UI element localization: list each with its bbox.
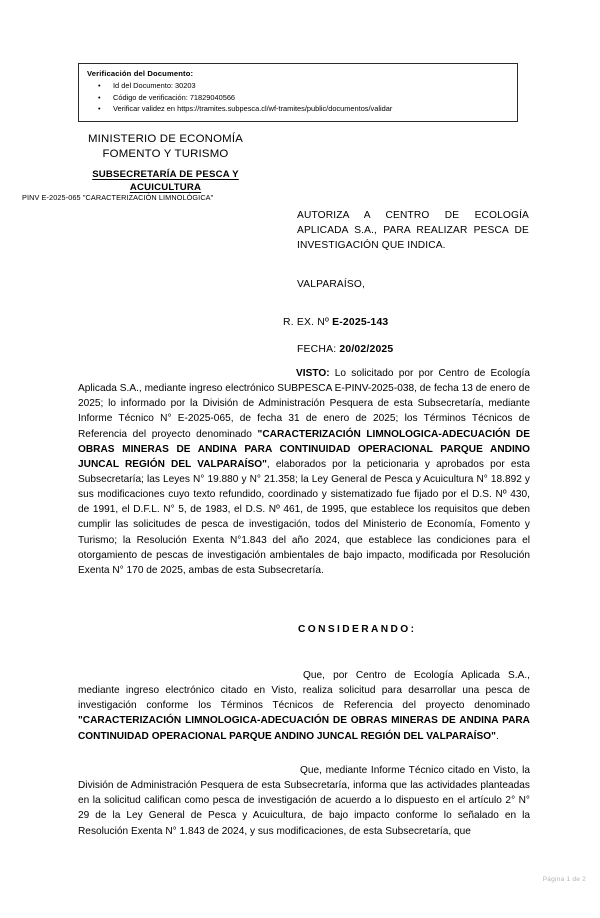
subsecretaria-heading bbox=[48, 169, 283, 195]
bullet-icon: • bbox=[98, 104, 101, 114]
letterhead bbox=[48, 132, 283, 195]
list-item bbox=[87, 103, 511, 114]
page-number-footer: Página 1 de 2 bbox=[542, 876, 586, 883]
resolution-number-label: R. EX. Nº bbox=[283, 317, 333, 328]
resolution-number bbox=[283, 317, 388, 328]
resolution-subject-title: AUTORIZA A CENTRO DE ECOLOGÍA APLICADA S.A., PARA REALIZAR PESCA DE INVESTIGACIÓN QUE INDICA. bbox=[297, 210, 529, 251]
list-item bbox=[87, 80, 511, 91]
considerando-section-2 bbox=[78, 763, 530, 839]
subsecretaria-line-1: SUBSECRETARÍA DE PESCA Y bbox=[92, 169, 239, 181]
considerando-paragraph-1 bbox=[78, 668, 530, 744]
verification-list bbox=[87, 80, 511, 114]
list-item bbox=[87, 92, 511, 103]
considerando-paragraph-2 bbox=[78, 763, 530, 839]
verification-url: Verificar validez en https://tramites.subpesca.cl/wf-tramites/public/documentos/validar bbox=[113, 104, 393, 114]
considerando-1-text-1: Que, por Centro de Ecología Aplicada S.A., mediante ingreso electrónico citado en Visto, realiza solicitud para desarrollar una pesca de investigación conforme los Términos Técnicos de Referencia del proyecto denominado bbox=[78, 670, 530, 712]
bullet-icon: • bbox=[98, 81, 101, 91]
ministry-line-2: FOMENTO Y TURISMO bbox=[102, 148, 229, 161]
visto-text-2: , elaborados por la peticionaria y aprobados por esta Subsecretaría; las Leyes N° 19.880 y N° 21.358; la Ley General de Pesca y Acuicultura N° 18.892 y sus modificaciones cuyo texto refundido, coordinado y sistematizado fue fijado por el D.S. Nº 430, de 1991, el D.F.L. N° 5, de 1983, el D.S. Nº 461, de 1995, que establece los requisitos que deben cumplir las solicitudes de pesca de investigación, todos del Ministerio de Economía, Fomento y Turismo; la Resolución Exenta N°1.843 del año 2024, que establece las condiciones para el otorgamiento de pescas de investigación ambientales de bajo impacto, modificada por Resolución Exenta N° 170 de 2025, ambas de esta Subsecretaría. bbox=[78, 458, 530, 576]
verification-title: Verificación del Documento: bbox=[87, 69, 194, 78]
document-verification-box bbox=[78, 63, 518, 122]
resolution-date-label: FECHA: bbox=[297, 344, 340, 355]
resolution-date bbox=[297, 344, 393, 355]
ministry-line-1: MINISTERIO DE ECONOMÍA bbox=[87, 133, 244, 145]
considerando-1-project-name: "CARACTERIZACIÓN LIMNOLOGICA-ADECUACIÓN DE OBRAS MINERAS DE ANDINA PARA CONTINUIDAD OPERACIONAL PARQUE ANDINO JUNCAL REGIÓN DEL VALPARAÍSO" bbox=[78, 715, 530, 742]
verification-doc-id: Id del Documento: 30203 bbox=[113, 81, 196, 91]
visto-text-1: Lo solicitado por por Centro de Ecología Aplicada S.A., mediante ingreso electrónico SUBPESCA E-PINV-2025-038, de fecha 13 de enero de 2025; lo informado por la División de Administración Pesquera de esta Subsecretaría, mediante Informe Técnico N° E-2025-065, de fecha 31 de enero de 2025; los Términos Técnicos de Referencia del proyecto denominado bbox=[78, 368, 530, 440]
issue-place: VALPARAÍSO, bbox=[297, 279, 366, 290]
bullet-icon: • bbox=[98, 92, 101, 102]
considerando-section-1 bbox=[78, 668, 530, 744]
subsecretaria-line-2: ACUICULTURA bbox=[129, 182, 202, 194]
visto-project-name: "CARACTERIZACIÓN LIMNOLOGICA-ADECUACIÓN DE OBRAS MINERAS DE ANDINA PARA CONTINUIDAD OPERACIONAL PARQUE ANDINO JUNCAL REGIÓN DEL VALPARAÍSO" bbox=[78, 428, 530, 470]
visto-heading: VISTO: bbox=[296, 368, 330, 379]
resolution-number-value: E-2025-143 bbox=[332, 317, 389, 328]
considerando-2-text: Que, mediante Informe Técnico citado en Visto, la División de Administración Pesquera de esta Subsecretaría, informa que las actividades planteadas en la solicitud califican como pesca de investigación de acuerdo a lo dispuesto en el artículo 2° N° 29 de la Ley General de Pesca y Acuicultura, de bajo impacto conforme lo señalado en la Resolución Exenta N° 1.843 de 2024, y sus modificaciones, de esta Subsecretaría, que bbox=[78, 765, 530, 837]
verification-code: Código de verificación: 71829040566 bbox=[113, 92, 236, 102]
considerando-1-text-2: . bbox=[495, 730, 499, 742]
resolution-date-value: 20/02/2025 bbox=[339, 344, 394, 355]
considerando-heading: CONSIDERANDO: bbox=[298, 624, 417, 635]
visto-section bbox=[78, 366, 530, 578]
visto-paragraph bbox=[78, 366, 530, 578]
pinv-code: PINV E-2025-065 "CARACTERIZACIÓN LIMNOLÓGICA" bbox=[22, 193, 214, 202]
